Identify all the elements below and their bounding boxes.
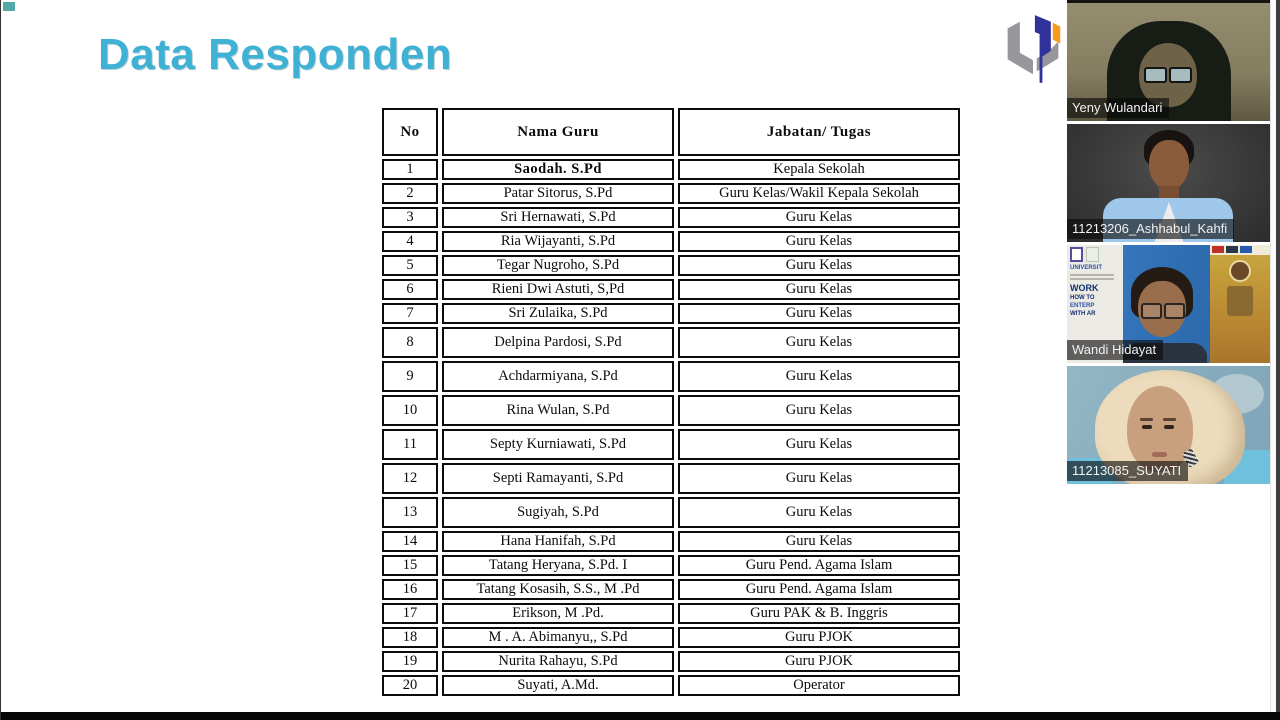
teacher-role: Guru PAK & B. Inggris [678,603,960,624]
face-detail [1163,418,1176,421]
teacher-role: Kepala Sekolah [678,159,960,180]
teacher-name: Patar Sitorus, S.Pd [442,183,674,204]
teacher-name: Sugiyah, S.Pd [442,497,674,528]
column-header-no: No [382,108,438,156]
poster-speaker-photo [1229,260,1251,282]
table-row [382,463,960,494]
face-detail [1140,418,1153,421]
teacher-role: Guru Kelas [678,207,960,228]
glasses-icon [1169,67,1192,83]
corner-marker [3,2,15,11]
participant-name-label: Yeny Wulandari [1067,98,1169,118]
respondent-table [378,105,964,699]
left-edge-line [0,0,1,720]
video-tile-suyati[interactable] [1067,366,1270,484]
face-detail [1152,452,1167,457]
table-row [382,231,960,252]
row-no: 12 [382,463,438,494]
teacher-role: Guru Kelas [678,361,960,392]
banner-text: WITH AR [1070,311,1096,318]
teacher-name: Achdarmiyana, S.Pd [442,361,674,392]
teacher-role: Guru Kelas [678,531,960,552]
teacher-role: Guru Kelas [678,255,960,276]
teacher-role: Guru Kelas/Wakil Kepala Sekolah [678,183,960,204]
banner-text: ENTERP [1070,303,1095,310]
teacher-name: Sri Hernawati, S.Pd [442,207,674,228]
table-row [382,603,960,624]
poster-logo-icon [1240,246,1252,253]
video-tile-wandi-hidayat[interactable] [1067,245,1270,363]
row-no: 7 [382,303,438,324]
table-row [382,327,960,358]
banner-text-bar [1070,278,1114,280]
teacher-name: Ria Wijayanti, S.Pd [442,231,674,252]
banner-text-bar [1070,274,1114,276]
teacher-name: M . A. Abimanyu,, S.Pd [442,627,674,648]
row-no: 4 [382,231,438,252]
glasses-icon [1141,303,1162,319]
table-row [382,675,960,696]
teacher-role: Guru Kelas [678,279,960,300]
teacher-name: Nurita Rahayu, S.Pd [442,651,674,672]
glasses-icon [1144,67,1167,83]
table-header-row [382,108,960,156]
row-no: 8 [382,327,438,358]
table-row [382,207,960,228]
participant-name-label: 11213085_SUYATI [1067,461,1188,481]
face-detail [1142,425,1152,429]
table-row [382,159,960,180]
row-no: 20 [382,675,438,696]
teacher-role: Guru Kelas [678,395,960,426]
participants-panel [1067,0,1270,487]
table-row [382,579,960,600]
teacher-name: Hana Hanifah, S.Pd [442,531,674,552]
row-no: 13 [382,497,438,528]
teacher-name: Rieni Dwi Astuti, S,Pd [442,279,674,300]
table-row [382,395,960,426]
banner-text: HOW TO [1070,295,1095,302]
table-row [382,429,960,460]
participant-name-label: Wandi Hidayat [1067,340,1163,360]
participant-name-label: 11213206_Ashhabul_Kahfi [1067,219,1234,239]
poster-figure [1227,286,1253,316]
row-no: 10 [382,395,438,426]
column-header-jabatan: Jabatan/ Tugas [678,108,960,156]
teacher-role: Operator [678,675,960,696]
teacher-name: Tatang Heryana, S.Pd. I [442,555,674,576]
row-no: 14 [382,531,438,552]
row-no: 18 [382,627,438,648]
teacher-name: Delpina Pardosi, S.Pd [442,327,674,358]
row-no: 11 [382,429,438,460]
teacher-role: Guru PJOK [678,651,960,672]
teacher-name: Septy Kurniawati, S.Pd [442,429,674,460]
teacher-role: Guru Kelas [678,497,960,528]
university-logo [1002,8,1064,90]
row-no: 19 [382,651,438,672]
video-tile-yeny-wulandari[interactable] [1067,0,1270,121]
page-title: Data Responden [98,30,453,79]
teacher-name: Septi Ramayanti, S.Pd [442,463,674,494]
teacher-name: Tatang Kosasih, S.S., M .Pd [442,579,674,600]
row-no: 9 [382,361,438,392]
teacher-name: Rina Wulan, S.Pd [442,395,674,426]
table-row [382,361,960,392]
table-row [382,627,960,648]
column-header-nama-guru: Nama Guru [442,108,674,156]
table-row [382,303,960,324]
poster-logo-icon [1212,246,1224,253]
teacher-role: Guru Kelas [678,327,960,358]
poster-logo-icon [1226,246,1238,253]
video-tile-ashhabul-kahfi[interactable] [1067,124,1270,242]
participant-face [1127,386,1193,472]
row-no: 6 [382,279,438,300]
teacher-role: Guru Pend. Agama Islam [678,555,960,576]
letterbox-bottom [0,712,1280,720]
scrollbar-thumb[interactable] [1276,0,1280,712]
table-row [382,651,960,672]
face-detail [1164,425,1174,429]
table-row [382,255,960,276]
anniversary-logo-icon [1086,247,1099,262]
row-no: 1 [382,159,438,180]
workshop-poster [1210,245,1270,363]
teacher-role: Guru PJOK [678,627,960,648]
table-row [382,531,960,552]
row-no: 3 [382,207,438,228]
table-row [382,497,960,528]
poster-header [1210,245,1270,255]
glasses-icon [1164,303,1185,319]
teacher-role: Guru Kelas [678,231,960,252]
teacher-name: Erikson, M .Pd. [442,603,674,624]
row-no: 2 [382,183,438,204]
teacher-role: Guru Pend. Agama Islam [678,579,960,600]
table-row [382,279,960,300]
banner-text: WORK [1070,283,1099,294]
banner-logos [1070,247,1120,262]
unm-logo-icon [1070,247,1083,262]
row-no: 16 [382,579,438,600]
table-row [382,555,960,576]
participant-face [1138,281,1186,337]
banner-text: UNIVERSIT [1070,265,1103,271]
teacher-role: Guru Kelas [678,303,960,324]
teacher-name: Suyati, A.Md. [442,675,674,696]
table-row [382,183,960,204]
teacher-name: Sri Zulaika, S.Pd [442,303,674,324]
participant-face [1149,140,1189,190]
row-no: 17 [382,603,438,624]
teacher-role: Guru Kelas [678,463,960,494]
row-no: 5 [382,255,438,276]
teacher-name: Saodah. S.Pd [442,159,674,180]
teacher-role: Guru Kelas [678,429,960,460]
teacher-name: Tegar Nugroho, S.Pd [442,255,674,276]
row-no: 15 [382,555,438,576]
